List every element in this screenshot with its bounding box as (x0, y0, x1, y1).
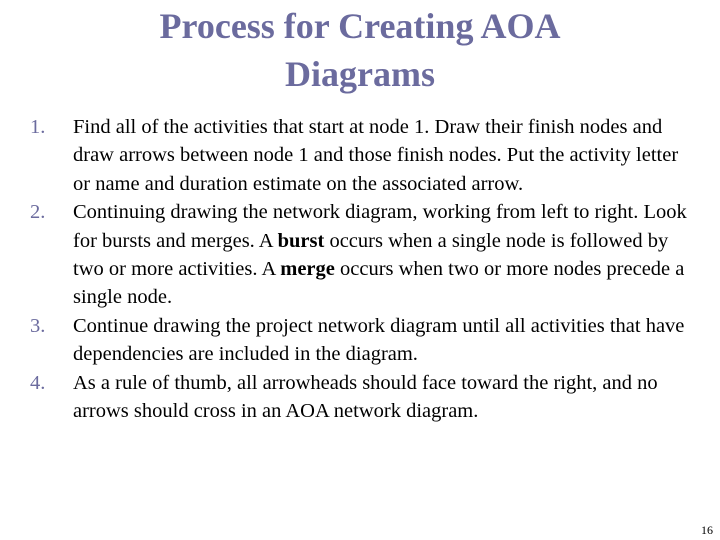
term-burst: burst (277, 229, 325, 252)
step-2 (30, 198, 700, 312)
step-number: 4. (30, 371, 46, 394)
step-number: 3. (30, 314, 46, 337)
step-text (73, 198, 700, 312)
process-steps-list (30, 113, 700, 425)
step-number: 2. (30, 201, 46, 224)
step-text-part: occurs when a single node is followed by two or more activities. A (73, 229, 669, 281)
slide-title-line-1: Process for Creating AOA (159, 6, 561, 46)
page-number: 16 (701, 523, 713, 537)
step-4 (30, 369, 700, 426)
step-3 (30, 312, 700, 369)
slide-title (60, 2, 660, 98)
step-number: 1. (30, 116, 46, 138)
step-text: As a rule of thumb, all arrowheads should face toward the right, and no arrows should cross in an AOA network diagram. (73, 371, 658, 423)
step-text: Continue drawing the project network diagram until all activities that have dependencies are included in the diagram. (73, 314, 685, 366)
term-merge: merge (280, 258, 335, 281)
slide-title-line-2: Diagrams (285, 54, 435, 94)
step-1 (30, 113, 700, 198)
step-text: Find all of the activities that start at node 1. Draw their finish nodes and draw arrows between node 1 and those finish nodes. Put the activity letter or name and duration estimate on the associated arrow. (73, 116, 679, 195)
step-text-part: occurs when two or more nodes precede a single node. (73, 258, 685, 309)
step-text-part: Continuing drawing the network diagram, working from left to right. Look for bursts and merges. A (73, 201, 687, 252)
